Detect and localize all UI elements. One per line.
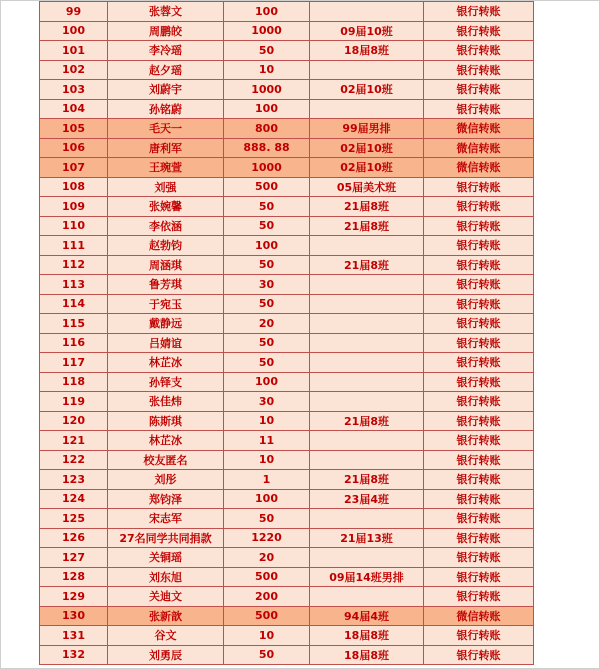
class-cell: 05届美术班 [310, 177, 424, 197]
row-number-cell: 125 [40, 509, 108, 529]
table-row [40, 119, 534, 139]
amount-cell: 50 [224, 645, 310, 665]
payment-method-cell: 银行转账 [424, 450, 534, 470]
table-row [40, 99, 534, 119]
amount-cell: 10 [224, 626, 310, 646]
donor-name-cell: 刘东旭 [108, 567, 224, 587]
table-row [40, 548, 534, 568]
table-row [40, 314, 534, 334]
class-cell [310, 353, 424, 373]
class-cell: 18届8班 [310, 645, 424, 665]
amount-cell: 50 [224, 216, 310, 236]
row-number-cell: 105 [40, 119, 108, 139]
row-number-cell: 117 [40, 353, 108, 373]
amount-cell: 1000 [224, 21, 310, 41]
table-row [40, 509, 534, 529]
donor-name-cell: 谷文 [108, 626, 224, 646]
row-number-cell: 103 [40, 80, 108, 100]
row-number-cell: 127 [40, 548, 108, 568]
row-number-cell: 114 [40, 294, 108, 314]
donor-name-cell: 刘蔚宇 [108, 80, 224, 100]
donor-name-cell: 张蓉文 [108, 2, 224, 22]
payment-method-cell: 银行转账 [424, 197, 534, 217]
row-number-cell: 104 [40, 99, 108, 119]
class-cell: 09届14班男排 [310, 567, 424, 587]
amount-cell: 100 [224, 236, 310, 256]
donor-name-cell: 李依涵 [108, 216, 224, 236]
payment-method-cell: 银行转账 [424, 2, 534, 22]
donor-name-cell: 鲁芳琪 [108, 275, 224, 295]
class-cell [310, 333, 424, 353]
donor-name-cell: 王琬萱 [108, 158, 224, 178]
amount-cell: 100 [224, 2, 310, 22]
table-row [40, 197, 534, 217]
row-number-cell: 102 [40, 60, 108, 80]
payment-method-cell: 银行转账 [424, 567, 534, 587]
class-cell: 21届8班 [310, 470, 424, 490]
class-cell: 02届10班 [310, 80, 424, 100]
donor-name-cell: 张新歆 [108, 606, 224, 626]
table-row [40, 294, 534, 314]
table-row [40, 411, 534, 431]
donor-name-cell: 李冷瑶 [108, 41, 224, 61]
class-cell [310, 314, 424, 334]
class-cell: 09届10班 [310, 21, 424, 41]
payment-method-cell: 银行转账 [424, 353, 534, 373]
table-row [40, 353, 534, 373]
amount-cell: 50 [224, 197, 310, 217]
payment-method-cell: 银行转账 [424, 236, 534, 256]
class-cell: 21届8班 [310, 197, 424, 217]
amount-cell: 11 [224, 431, 310, 451]
row-number-cell: 112 [40, 255, 108, 275]
amount-cell: 10 [224, 60, 310, 80]
payment-method-cell: 银行转账 [424, 509, 534, 529]
row-number-cell: 128 [40, 567, 108, 587]
donation-table-body [40, 2, 534, 665]
payment-method-cell: 微信转账 [424, 606, 534, 626]
row-number-cell: 122 [40, 450, 108, 470]
class-cell: 21届8班 [310, 411, 424, 431]
amount-cell: 1000 [224, 80, 310, 100]
donor-name-cell: 校友匿名 [108, 450, 224, 470]
donor-name-cell: 刘彤 [108, 470, 224, 490]
class-cell: 99届男排 [310, 119, 424, 139]
class-cell [310, 2, 424, 22]
amount-cell: 500 [224, 177, 310, 197]
amount-cell: 200 [224, 587, 310, 607]
payment-method-cell: 银行转账 [424, 294, 534, 314]
row-number-cell: 119 [40, 392, 108, 412]
table-row [40, 528, 534, 548]
row-number-cell: 129 [40, 587, 108, 607]
row-number-cell: 113 [40, 275, 108, 295]
donor-name-cell: 关铜瑶 [108, 548, 224, 568]
class-cell: 94届4班 [310, 606, 424, 626]
row-number-cell: 108 [40, 177, 108, 197]
payment-method-cell: 银行转账 [424, 392, 534, 412]
class-cell [310, 294, 424, 314]
class-cell [310, 431, 424, 451]
class-cell: 02届10班 [310, 158, 424, 178]
payment-method-cell: 银行转账 [424, 21, 534, 41]
class-cell: 23届4班 [310, 489, 424, 509]
amount-cell: 30 [224, 275, 310, 295]
class-cell [310, 392, 424, 412]
table-row [40, 275, 534, 295]
row-number-cell: 99 [40, 2, 108, 22]
amount-cell: 100 [224, 489, 310, 509]
row-number-cell: 101 [40, 41, 108, 61]
row-number-cell: 107 [40, 158, 108, 178]
row-number-cell: 131 [40, 626, 108, 646]
amount-cell: 50 [224, 509, 310, 529]
donation-table [39, 1, 534, 665]
row-number-cell: 121 [40, 431, 108, 451]
donor-name-cell: 郑钧泽 [108, 489, 224, 509]
amount-cell: 50 [224, 353, 310, 373]
donor-name-cell: 宋志军 [108, 509, 224, 529]
class-cell: 18届8班 [310, 626, 424, 646]
amount-cell: 888. 88 [224, 138, 310, 158]
donor-name-cell: 戴静远 [108, 314, 224, 334]
table-row [40, 21, 534, 41]
class-cell [310, 587, 424, 607]
amount-cell: 10 [224, 450, 310, 470]
payment-method-cell: 银行转账 [424, 41, 534, 61]
table-row [40, 372, 534, 392]
donor-name-cell: 林芷冰 [108, 431, 224, 451]
payment-method-cell: 银行转账 [424, 333, 534, 353]
class-cell: 21届8班 [310, 216, 424, 236]
donor-name-cell: 孙铭蔚 [108, 99, 224, 119]
class-cell: 02届10班 [310, 138, 424, 158]
payment-method-cell: 银行转账 [424, 626, 534, 646]
donor-name-cell: 关迪文 [108, 587, 224, 607]
donor-name-cell: 刘勇辰 [108, 645, 224, 665]
payment-method-cell: 银行转账 [424, 177, 534, 197]
payment-method-cell: 银行转账 [424, 216, 534, 236]
payment-method-cell: 银行转账 [424, 645, 534, 665]
amount-cell: 500 [224, 606, 310, 626]
donor-name-cell: 张佳炜 [108, 392, 224, 412]
table-row [40, 60, 534, 80]
table-row [40, 606, 534, 626]
payment-method-cell: 银行转账 [424, 528, 534, 548]
payment-method-cell: 银行转账 [424, 255, 534, 275]
donor-name-cell: 陈斯琪 [108, 411, 224, 431]
donor-name-cell: 27名同学共同捐款 [108, 528, 224, 548]
class-cell: 21届8班 [310, 255, 424, 275]
donor-name-cell: 刘强 [108, 177, 224, 197]
payment-method-cell: 微信转账 [424, 138, 534, 158]
class-cell: 18届8班 [310, 41, 424, 61]
row-number-cell: 132 [40, 645, 108, 665]
amount-cell: 1000 [224, 158, 310, 178]
payment-method-cell: 银行转账 [424, 80, 534, 100]
payment-method-cell: 银行转账 [424, 372, 534, 392]
row-number-cell: 100 [40, 21, 108, 41]
donor-name-cell: 孙铎支 [108, 372, 224, 392]
row-number-cell: 109 [40, 197, 108, 217]
payment-method-cell: 银行转账 [424, 587, 534, 607]
row-number-cell: 111 [40, 236, 108, 256]
amount-cell: 50 [224, 41, 310, 61]
row-number-cell: 115 [40, 314, 108, 334]
donor-name-cell: 毛天一 [108, 119, 224, 139]
table-row [40, 431, 534, 451]
donor-name-cell: 赵勃钧 [108, 236, 224, 256]
amount-cell: 50 [224, 333, 310, 353]
table-row [40, 41, 534, 61]
table-row [40, 216, 534, 236]
amount-cell: 500 [224, 567, 310, 587]
table-row [40, 158, 534, 178]
table-row [40, 645, 534, 665]
row-number-cell: 110 [40, 216, 108, 236]
table-row [40, 138, 534, 158]
row-number-cell: 123 [40, 470, 108, 490]
donor-name-cell: 张婉馨 [108, 197, 224, 217]
class-cell [310, 99, 424, 119]
row-number-cell: 120 [40, 411, 108, 431]
class-cell [310, 450, 424, 470]
amount-cell: 20 [224, 314, 310, 334]
amount-cell: 100 [224, 99, 310, 119]
donor-name-cell: 林芷冰 [108, 353, 224, 373]
payment-method-cell: 银行转账 [424, 314, 534, 334]
payment-method-cell: 银行转账 [424, 470, 534, 490]
donor-name-cell: 赵夕瑶 [108, 60, 224, 80]
amount-cell: 100 [224, 372, 310, 392]
row-number-cell: 124 [40, 489, 108, 509]
table-row [40, 567, 534, 587]
payment-method-cell: 银行转账 [424, 99, 534, 119]
payment-method-cell: 微信转账 [424, 158, 534, 178]
table-row [40, 255, 534, 275]
donor-name-cell: 唐利军 [108, 138, 224, 158]
payment-method-cell: 银行转账 [424, 489, 534, 509]
amount-cell: 30 [224, 392, 310, 412]
donor-name-cell: 于宛玉 [108, 294, 224, 314]
table-row [40, 450, 534, 470]
row-number-cell: 118 [40, 372, 108, 392]
class-cell [310, 372, 424, 392]
table-row [40, 489, 534, 509]
payment-method-cell: 银行转账 [424, 275, 534, 295]
class-cell [310, 275, 424, 295]
class-cell [310, 236, 424, 256]
row-number-cell: 106 [40, 138, 108, 158]
table-row [40, 236, 534, 256]
amount-cell: 20 [224, 548, 310, 568]
class-cell [310, 548, 424, 568]
table-row [40, 80, 534, 100]
row-number-cell: 116 [40, 333, 108, 353]
payment-method-cell: 微信转账 [424, 119, 534, 139]
table-row [40, 177, 534, 197]
row-number-cell: 126 [40, 528, 108, 548]
amount-cell: 50 [224, 294, 310, 314]
row-number-cell: 130 [40, 606, 108, 626]
donor-name-cell: 周涵琪 [108, 255, 224, 275]
class-cell [310, 509, 424, 529]
table-row [40, 470, 534, 490]
amount-cell: 1 [224, 470, 310, 490]
amount-cell: 50 [224, 255, 310, 275]
amount-cell: 800 [224, 119, 310, 139]
table-row [40, 626, 534, 646]
donor-name-cell: 周鹏皎 [108, 21, 224, 41]
table-row [40, 587, 534, 607]
table-row [40, 2, 534, 22]
amount-cell: 1220 [224, 528, 310, 548]
amount-cell: 10 [224, 411, 310, 431]
class-cell: 21届13班 [310, 528, 424, 548]
payment-method-cell: 银行转账 [424, 431, 534, 451]
table-row [40, 392, 534, 412]
payment-method-cell: 银行转账 [424, 411, 534, 431]
payment-method-cell: 银行转账 [424, 548, 534, 568]
class-cell [310, 60, 424, 80]
table-row [40, 333, 534, 353]
payment-method-cell: 银行转账 [424, 60, 534, 80]
donor-name-cell: 吕婧谊 [108, 333, 224, 353]
